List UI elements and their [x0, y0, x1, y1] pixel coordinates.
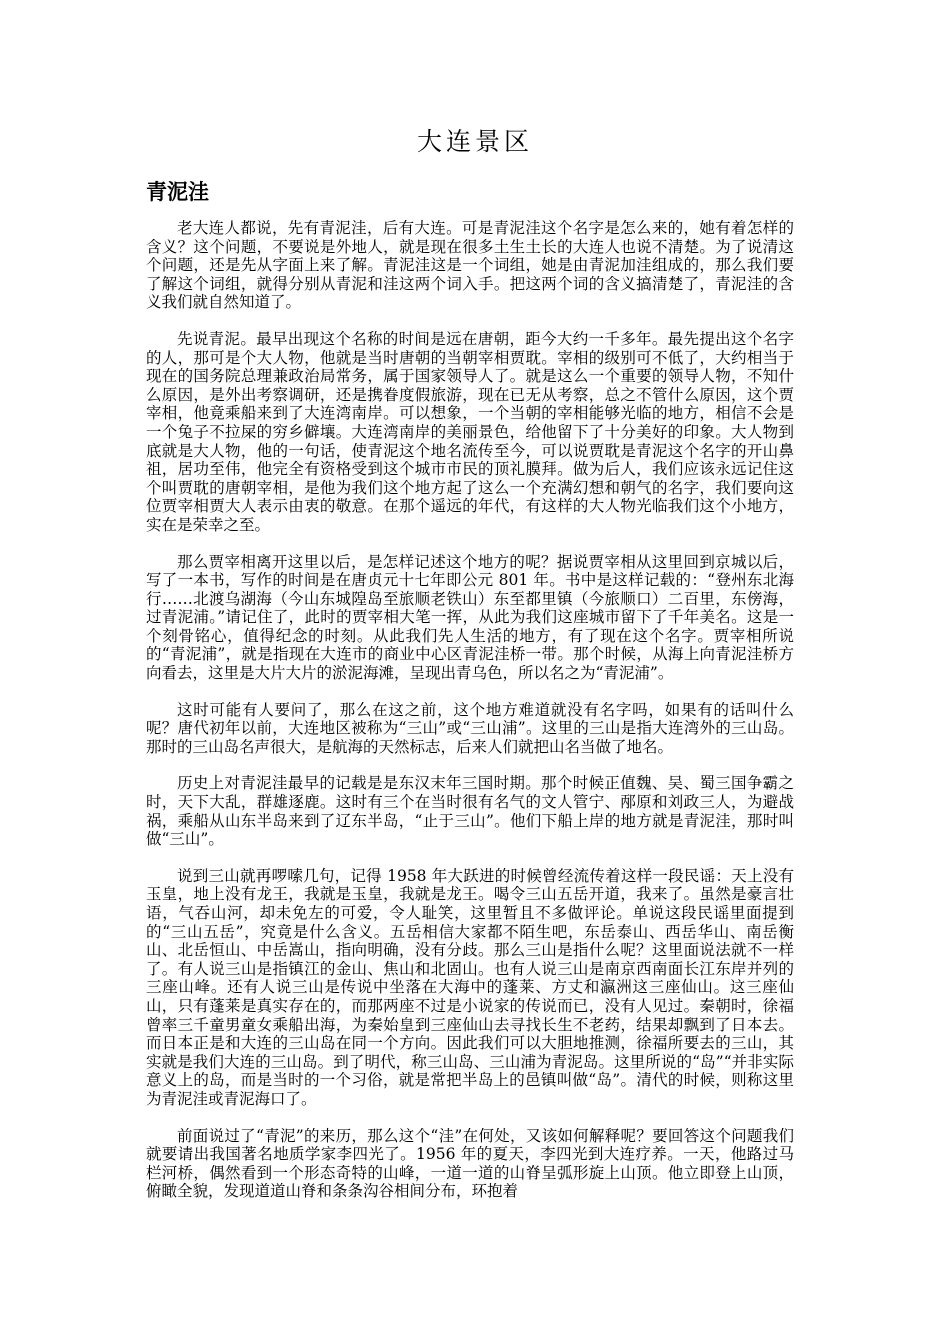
section-heading: 青泥洼: [146, 180, 209, 204]
paragraph-3: 那么贾宰相离开这里以后，是怎样记述这个地方的呢？据说贾宰相从这里回到京城以后，写了一本书，写作的时间是在唐贞元十七年即公元 801 年。书中是这样记载的：“登州东北海行……北渡乌湖海（今山东城隍岛至旅顺老铁山）东至都里镇（今旅顺口）二百里，东傍海，过青泥浦。”请记住了，此时的贾宰相大笔一挥，从此为我们这座城市留下了千年美名。这是一个刻骨铭心，值得纪念的时刻。从此我们先人生活的地方，有了现在这个名字。贾宰相所说的“青泥浦”，就是指现在大连市的商业中心区青泥洼桥一带。那个时候，从海上向青泥洼桥方向看去，这里是大片大片的淤泥海滩，呈现出青乌色，所以名之为“青泥浦”。: [146, 552, 794, 683]
paragraph-5: 历史上对青泥洼最早的记载是是东汉末年三国时期。那个时候正值魏、吴、蜀三国争霸之时，天下大乱，群雄逐鹿。这时有三个在当时很有名气的文人管宁、邴原和刘政三人，为避战祸，乘船从山东半岛来到了辽东半岛，“止于三山”。他们下船上岸的地方就是青泥洼，那时叫做“三山”。: [146, 774, 794, 849]
body-text: [146, 219, 794, 1219]
document-title: 大连景区: [416, 127, 533, 156]
paragraph-1: 老大连人都说，先有青泥洼，后有大连。可是青泥洼这个名字是怎么来的，她有着怎样的含义？这个问题，不要说是外地人，就是现在很多土生土长的大连人也说不清楚。为了说清这个问题，还是先从字面上来了解。青泥洼这是一个词组，她是由青泥加洼组成的，那么我们要了解这个词组，就得分别从青泥和洼这两个词入手。把这两个词的含义搞清楚了，青泥洼的含义我们就自然知道了。: [146, 219, 794, 312]
paragraph-6: 说到三山就再啰嗦几句，记得 1958 年大跃进的时候曾经流传着这样一段民谣：天上没有玉皇，地上没有龙王，我就是玉皇，我就是龙王。喝令三山五岳开道，我来了。虽然是豪言壮语，气吞山河，却未免左的可爱，令人耻笑，这里暂且不多做评论。单说这段民谣里面提到的“三山五岳”，究竟是什么含义。五岳相信大家都不陌生吧，东岳泰山、西岳华山、南岳衡山、北岳恒山、中岳嵩山，指向明确，没有分歧。那么三山是指什么呢？这里面说法就不一样了。有人说三山是指镇江的金山、焦山和北固山。也有人说三山是南京西南面长江东岸并列的三座山峰。还有人说三山是传说中坐落在大海中的蓬莱、方丈和瀛洲这三座仙山。这三座仙山，只有蓬莱是真实存在的，而那两座不过是小说家的传说而已，没有人见过。秦朝时，徐福曾率三千童男童女乘船出海，为秦始皇到三座仙山去寻找长生不老药，结果却飘到了日本去。而日本正是和大连的三山岛在同一个方向。因此我们可以大胆地推测，徐福所要去的三山，其实就是我们大连的三山岛。到了明代，称三山岛、三山浦为青泥岛。这里所说的“岛”“并非实际意义上的岛，而是当时的一个习俗，就是常把半岛上的邑镇叫做“岛”。清代的时候，则称这里为青泥洼或青泥海口了。: [146, 866, 794, 1108]
paragraph-4: 这时可能有人要问了，那么在这之前，这个地方难道就没有名字吗，如果有的话叫什么呢？唐代初年以前，大连地区被称为“三山”或“三山浦”。这里的三山是指大连湾外的三山岛。那时的三山岛名声很大，是航海的天然标志，后来人们就把山名当做了地名。: [146, 700, 794, 756]
paragraph-2: 先说青泥。最早出现这个名称的时间是远在唐朝，距今大约一千多年。最先提出这个名字的人，那可是个大人物，他就是当时唐朝的当朝宰相贾耽。宰相的级别可不低了，大约相当于现在的国务院总理兼政治局常务，属于国家领导人了。就是这么一个重要的领导人物，不知什么原因，是外出考察调研，还是携眷度假旅游，现在已无从考察，总之不管什么原因，这个贾宰相，他竟乘船来到了大连湾南岸。可以想象，一个当朝的宰相能够光临的地方，相信不会是一个兔子不拉屎的穷乡僻壤。大连湾南岸的美丽景色，给他留下了十分美好的印象。大人物到底就是大人物，他的一句话，使青泥这个地名流传至今，可以说贾耽是青泥这个名字的开山鼻祖，居功至伟，他完全有资格受到这个城市市民的顶礼膜拜。做为后人，我们应该永远记住这个叫贾耽的唐朝宰相，是他为我们这个地方起了这么一个充满幻想和朝气的名字，我们要向这位贾宰相贾大人表示由衷的敬意。在那个遥远的年代，有这样的大人物光临我们这个小地方，实在是荣幸之至。: [146, 329, 794, 534]
paragraph-7: 前面说过了“青泥”的来历，那么这个“洼”在何处，又该如何解释呢？要回答这个问题我们就要请出我国著名地质学家李四光了。1956 年的夏天，李四光到大连疗养。一天，他路过马栏河桥，偶然看到一个形态奇特的山峰，一道一道的山脊呈弧形旋上山顶。他立即登上山顶，俯瞰全貌，发现道道山脊和条条沟谷相间分布，环抱着: [146, 1126, 794, 1201]
